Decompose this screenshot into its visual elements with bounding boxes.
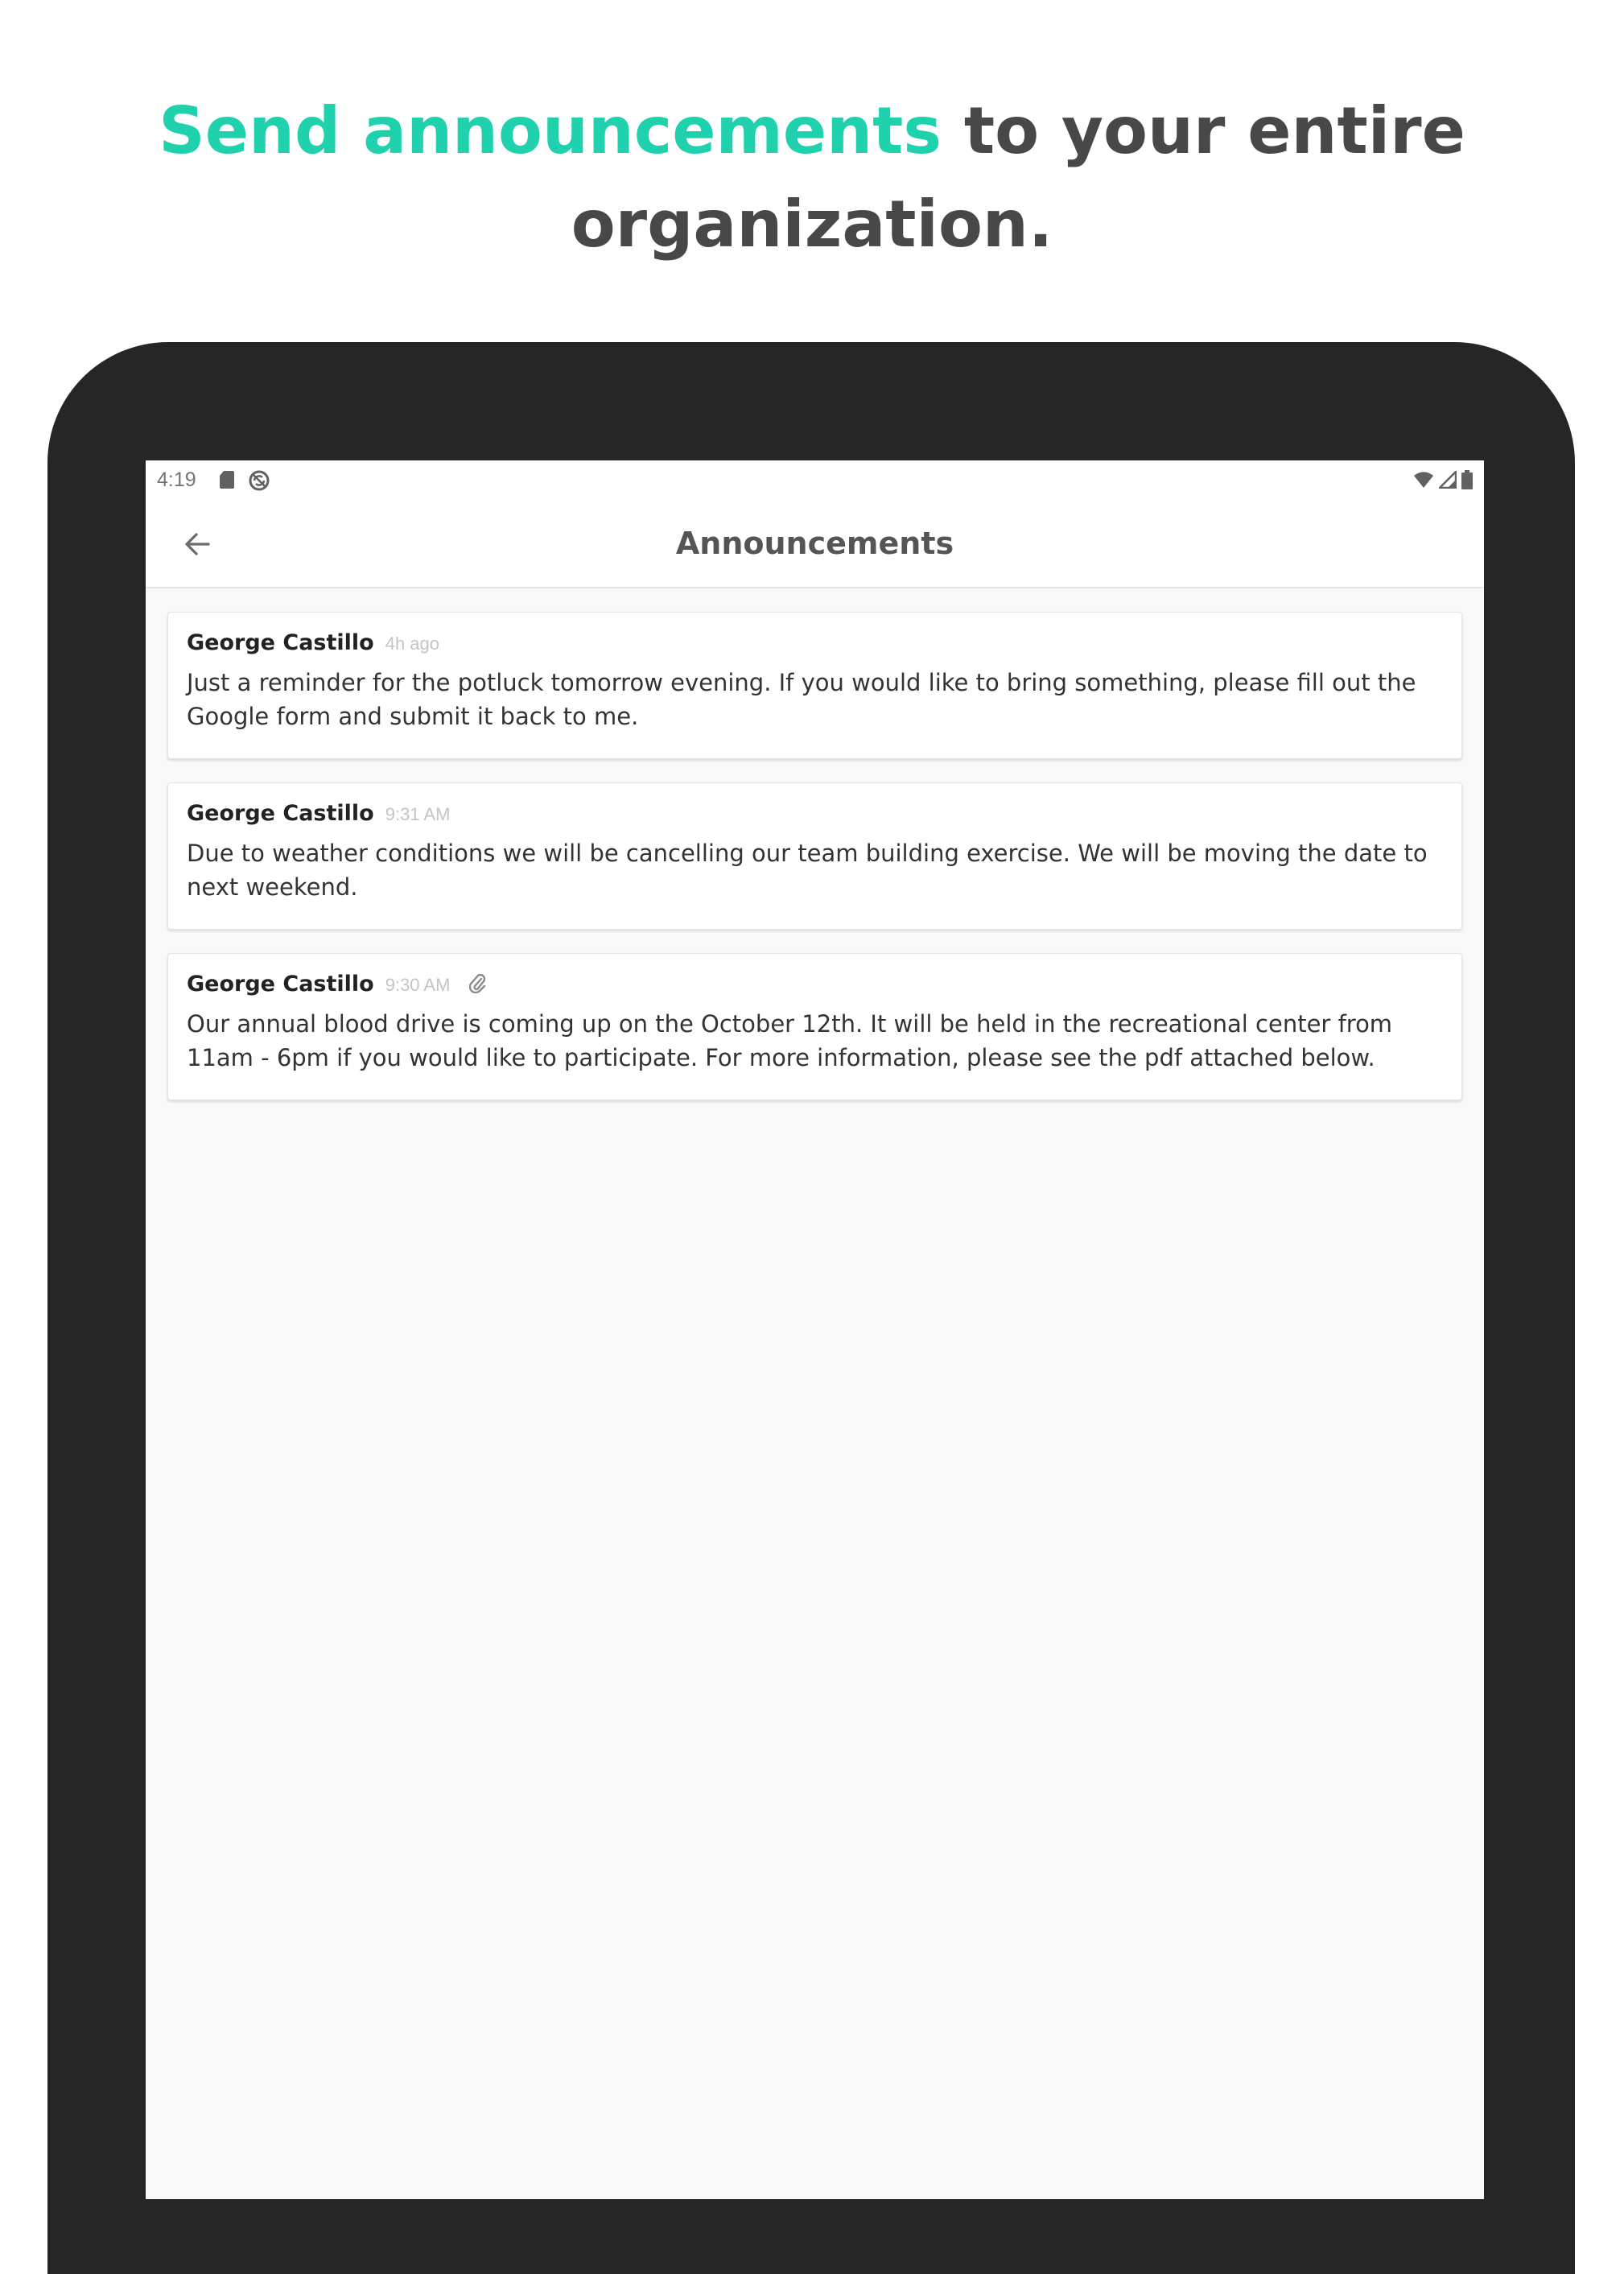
status-bar: [146, 460, 1484, 501]
page-title: Announcements: [675, 526, 954, 561]
headline-line2: organization.: [571, 187, 1053, 262]
back-button[interactable]: [178, 525, 216, 563]
author-name: George Castillo: [187, 630, 374, 655]
announcement-body: Due to weather conditions we will be cancelling our team building exercise. We will be moving the date to next weekend.: [187, 840, 1428, 901]
announcement-card[interactable]: [167, 953, 1462, 1100]
headline-rest: to your entire: [941, 93, 1465, 168]
author-name: George Castillo: [187, 972, 374, 997]
battery-icon: [1461, 470, 1473, 493]
status-time: 4:19: [157, 468, 196, 491]
timestamp: 9:31 AM: [385, 804, 451, 824]
announcement-card[interactable]: [167, 612, 1462, 759]
announcement-header: [187, 972, 487, 997]
announcement-card[interactable]: [167, 782, 1462, 930]
app-bar: [146, 501, 1484, 588]
timestamp: 4h ago: [385, 634, 440, 654]
attachment-icon: [469, 974, 487, 997]
announcement-body: Just a reminder for the potluck tomorrow evening. If you would like to bring something, please fill out the Google form and submit it back to me.: [187, 669, 1416, 730]
sd-card-icon: [219, 470, 235, 493]
announcement-body: Our annual blood drive is coming up on the October 12th. It will be held in the recreational center from 11am - 6pm if you would like to participate. For more information, please see the pdf attached below.: [187, 1010, 1393, 1071]
announcement-header: [187, 630, 439, 655]
sync-icon: [248, 469, 270, 496]
status-right-icons: [1413, 470, 1473, 493]
promo-headline: [0, 85, 1624, 271]
author-name: George Castillo: [187, 801, 374, 826]
wifi-icon: [1413, 471, 1434, 493]
app-screen: [146, 460, 1484, 2199]
headline-accent: Send announcements: [159, 93, 942, 168]
signal-icon: [1439, 471, 1457, 493]
announcement-header: [187, 801, 450, 826]
timestamp: 9:30 AM: [385, 975, 451, 995]
arrow-back-icon: [183, 530, 211, 558]
